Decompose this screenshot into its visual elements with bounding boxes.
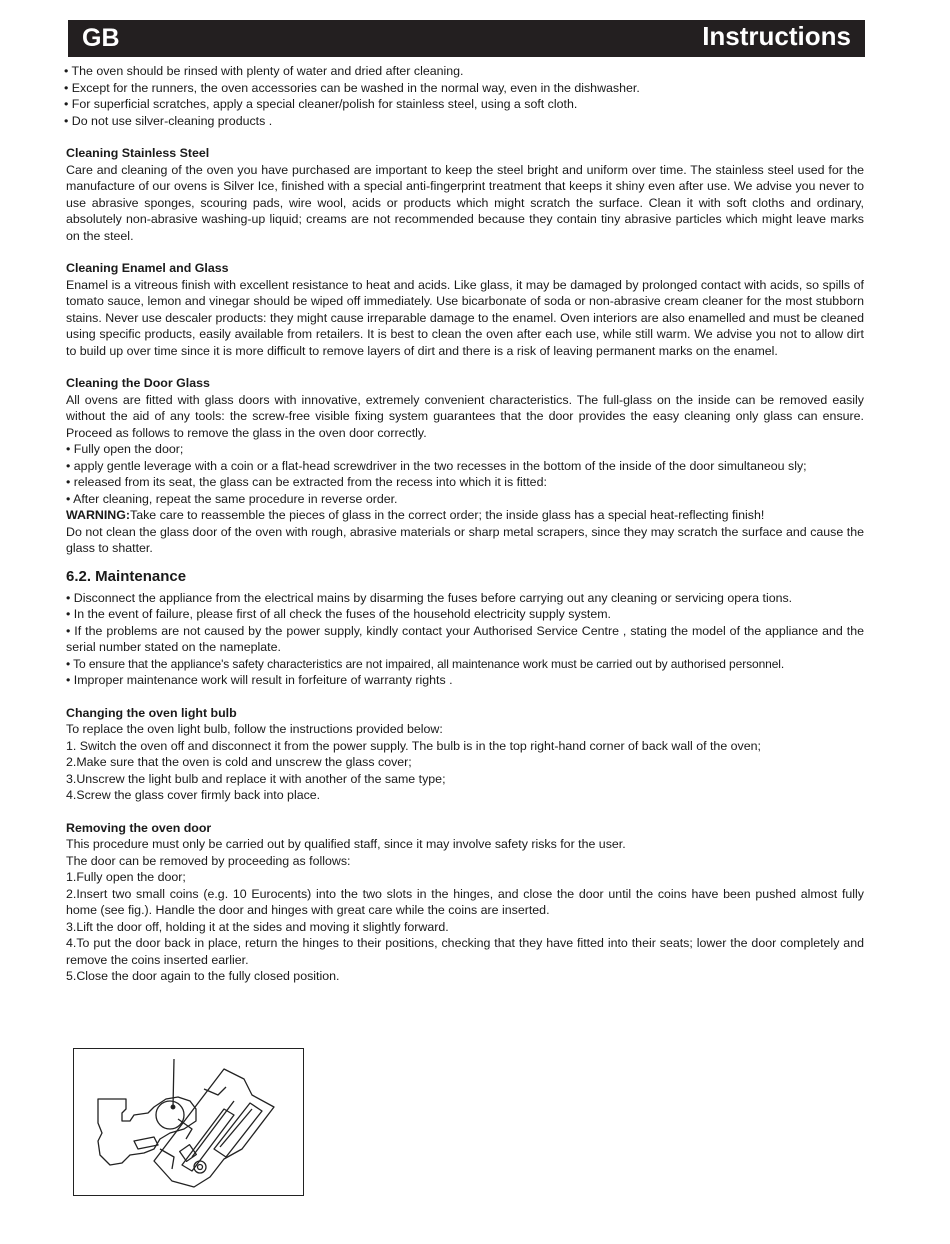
bulb-step: 4.Screw the glass cover firmly back into place.	[66, 788, 321, 802]
maintenance-bullet: • If the problems are not caused by the power supply, kindly contact your Authorised Service Centre , stating the model of the appliance and the serial number stated on the nameplate.	[66, 623, 864, 654]
door-glass-step: • released from its seat, the glass can be extracted from the recess into which it is fitted:	[66, 475, 547, 489]
bulb-step: 3.Unscrew the light bulb and replace it with another of the same type;	[66, 771, 446, 786]
bulb-intro: To replace the oven light bulb, follow the instructions provided below:	[66, 722, 443, 736]
door-step: 2.Insert two small coins (e.g. 10 Eurocents) into the two slots in the hinges, and close the door until the coins have been pushed almost fully home (see fig.). Handle the door and hinges with great care while the coins are inserted.	[66, 886, 864, 917]
maintenance-bullet: • To ensure that the appliance's safety characteristics are not impaired, all maintenance work must be carried out by authorised personnel.	[66, 656, 785, 671]
maintenance-bullet: • In the event of failure, please first of all check the fuses of the household electricity supply system.	[66, 607, 611, 621]
bulb-step: 1. Switch the oven off and disconnect it from the power supply. The bulb is in the top right-hand corner of back wall of the oven;	[66, 738, 761, 753]
intro-bullet: • For superficial scratches, apply a special cleaner/polish for stainless steel, using a soft cloth.	[64, 97, 578, 111]
maintenance-heading: 6.2. Maintenance	[66, 567, 187, 585]
warning-label: WARNING:	[66, 508, 131, 522]
page-header	[68, 20, 865, 57]
door-glass-step: • After cleaning, repeat the same procedure in reverse order.	[66, 491, 398, 506]
warning-paragraph	[64, 507, 864, 524]
document-body	[64, 63, 864, 985]
maintenance-bullet: • Improper maintenance work will result in forfeiture of warranty rights .	[66, 673, 453, 687]
bulb-step: 2.Make sure that the oven is cold and unscrew the glass cover;	[66, 755, 412, 769]
door-step: 1.Fully open the door;	[66, 870, 186, 884]
door-glass-step: • Fully open the door;	[66, 442, 184, 456]
section-heading-stainless: Cleaning Stainless Steel	[66, 146, 210, 160]
door-glass-step: • apply gentle leverage with a coin or a flat-head screwdriver in the two recesses in the bottom of the inside of the door simultaneou sly;	[66, 458, 807, 473]
door-intro: This procedure must only be carried out by qualified staff, since it may involve safety risks for the user.	[66, 837, 626, 851]
door-intro: The door can be removed by proceeding as follows:	[66, 853, 351, 868]
bulb-heading: Changing the oven light bulb	[66, 705, 237, 720]
language-code: GB	[82, 24, 120, 52]
door-step: 4.To put the door back in place, return the hinges to their positions, checking that they have fitted into their seats; lower the door completely and remove the coins inserted earlier.	[66, 936, 864, 967]
section-text-door-glass: All ovens are fitted with glass doors with innovative, extremely convenient characteristics. The full-glass on the inside can be removed easily without the aid of any tools: the screw-free visible fixing system guarantees that the door provides the easy cleaning only glass can ensure. Proceed as follows to remove the glass in the oven door correctly.	[66, 392, 864, 440]
maintenance-bullet: • Disconnect the appliance from the electrical mains by disarming the fuses before carrying out any cleaning or servicing opera tions.	[66, 590, 793, 605]
door-step: 3.Lift the door off, holding it at the sides and moving it slightly forward.	[66, 919, 449, 934]
hinge-illustration	[74, 1049, 303, 1195]
door-step: 5.Close the door again to the fully closed position.	[66, 969, 340, 983]
section-text-enamel: Enamel is a vitreous finish with excellent resistance to heat and acids. Like glass, it may be damaged by prolonged contact with acids, so spills of tomato sauce, lemon and vinegar should be wiped off immediately. Use bicarbonate of soda or non-abrasive cream cleaner for the most stubborn stains. Never use descaler products: they might cause irreparable damage to the enamel. Oven interiors are also enamelled and must be cleaned using specific products, easily available from retailers. It is best to clean the oven after each use, while still warm. We advise you not to allow dirt to build up over time since it is more difficult to remove layers of dirt and there is a risk of leaving permanent marks on the enamel.	[66, 277, 864, 358]
warning-text: Take care to reassemble the pieces of glass in the correct order; the inside glass has a special heat-reflecting finish!	[130, 508, 765, 522]
intro-bullet: • Except for the runners, the oven accessories can be washed in the normal way, even in the dishwasher.	[64, 80, 640, 95]
section-heading-door-glass: Cleaning the Door Glass	[66, 376, 210, 390]
intro-bullet: • Do not use silver-cleaning products .	[64, 113, 273, 128]
hinge-figure	[73, 1048, 304, 1196]
section-text-stainless: Care and cleaning of the oven you have purchased are important to keep the steel bright and uniform over time. The stainless steel used for the manufacture of our ovens is Silver Ice, finished with a special anti-fingerprint treatment that keeps it shiny even after use. We advise you never to use abrasive sponges, scouring pads, wire wool, acids or products which might scratch the surface. Clean it with soft cloths and ordinary, absolutely non-abrasive washing-up liquid; creams are not recommended because they contain tiny abrasive particles which might leave marks on the steel.	[66, 162, 864, 243]
page-title: Instructions	[702, 21, 851, 51]
door-heading: Removing the oven door	[66, 820, 212, 835]
intro-bullet: • The oven should be rinsed with plenty of water and dried after cleaning.	[64, 64, 464, 78]
door-glass-final: Do not clean the glass door of the oven with rough, abrasive materials or sharp metal scrapers, since they may scratch the surface and cause the glass to shatter.	[66, 524, 864, 555]
section-heading-enamel: Cleaning Enamel and Glass	[66, 261, 229, 275]
